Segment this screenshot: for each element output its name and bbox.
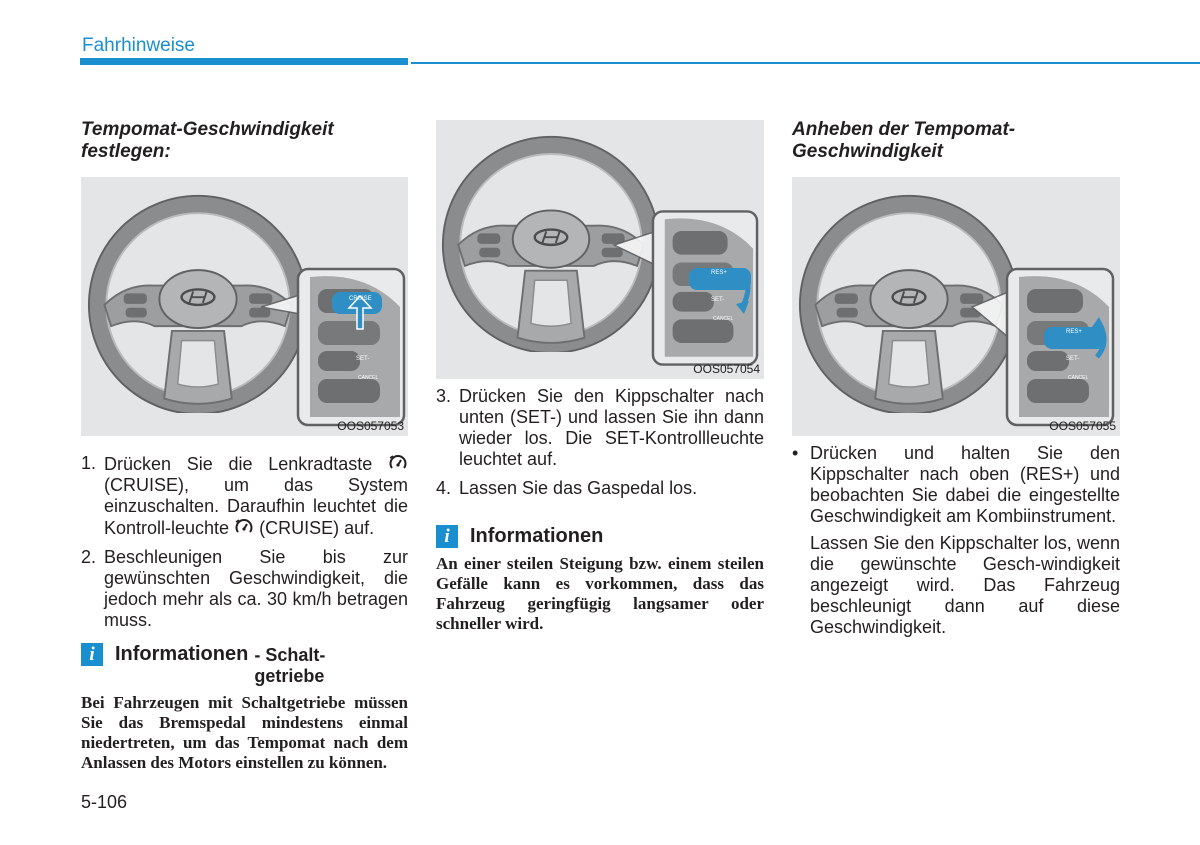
steering-wheel-illustration xyxy=(436,120,764,379)
list-item: 4. Lassen Sie das Gaspedal los. xyxy=(436,478,698,498)
info-title: Informationen xyxy=(470,525,604,547)
figure-steering-wheel-cruise xyxy=(81,177,408,436)
svg-text:SET-: SET- xyxy=(356,356,370,362)
list-item: 2. Beschleunigen Sie bis zur gewünschten Geschwindigkeit, die jedoch mehr als ca. 30 km/h betragen muss. xyxy=(81,547,408,630)
info-icon: i xyxy=(81,643,103,666)
info-body: An einer steilen Steigung bzw. einem steilen Gefälle kann es vorkommen, dass das Fahrzeug geringfügig langsamer oder schneller wird. xyxy=(436,554,764,633)
cruise-speedometer-icon xyxy=(234,517,254,537)
info-box-slope xyxy=(436,525,764,634)
figure-steering-wheel-set xyxy=(436,120,764,379)
svg-text:SET-: SET- xyxy=(711,297,725,303)
chapter-title: Fahrhinweise xyxy=(82,35,195,56)
steps-list xyxy=(81,453,408,639)
info-body: Bei Fahrzeugen mit Schaltgetriebe müssen Sie das Bremspedal mindestens einmal niedertreten, um das Tempomat nach dem Anlassen des Motors einstellen zu können. xyxy=(81,693,408,772)
page-number: 5-106 xyxy=(81,792,128,812)
list-item: • Drücken und halten Sie den Kippschalter nach oben (RES+) und beobachten Sie dabei die eingestellte Geschwindigkeit am Kombiinstrument. Lassen Sie den Kippschalter los, wenn die gewünschte Gesch-windigkeit angezeigt wird. Das Fahrzeug beschleunigt dann auf diese Geschwindigkeit. xyxy=(792,443,1120,637)
header-rule-accent xyxy=(80,58,408,65)
section-title-set-speed: Tempomat-Geschwindigkeit festlegen: xyxy=(81,119,334,162)
svg-text:CANCEL: CANCEL xyxy=(358,375,379,381)
svg-text:RES+: RES+ xyxy=(1066,329,1082,335)
info-title: Informationen xyxy=(115,643,249,665)
steering-wheel-illustration xyxy=(81,177,408,436)
info-icon: i xyxy=(436,525,458,548)
svg-text:CRUISE: CRUISE xyxy=(349,296,372,302)
info-subtitle: - Schalt-getriebe xyxy=(254,645,326,686)
figure-code: OOS057055 xyxy=(1049,419,1116,433)
svg-text:CANCEL: CANCEL xyxy=(713,316,734,322)
bullet-list xyxy=(792,443,1120,638)
figure-code: OOS057053 xyxy=(337,419,404,433)
info-box-manual xyxy=(81,643,408,773)
svg-text:CANCEL: CANCEL xyxy=(1068,375,1089,381)
svg-text:RES+: RES+ xyxy=(711,270,727,276)
header-rule-line xyxy=(411,62,1200,64)
steps-list xyxy=(436,386,764,507)
list-item: 1. Drücken Sie die Lenkradtaste (CRUISE), um das System einzuschalten. Daraufhin leuchtet die Kontroll-leuchte (CRUISE) auf. xyxy=(81,453,408,538)
steering-wheel-illustration xyxy=(792,177,1120,436)
cruise-speedometer-icon xyxy=(388,453,408,473)
svg-text:SET-: SET- xyxy=(1066,356,1080,362)
figure-code: OOS057054 xyxy=(693,362,760,376)
list-item: 3. Drücken Sie den Kippschalter nach unten (SET-) und lassen Sie ihn dann wieder los. Die SET-Kontrollleuchte leuchtet auf. xyxy=(436,386,764,469)
figure-steering-wheel-res xyxy=(792,177,1120,436)
section-title-increase-speed: Anheben der Tempomat- Geschwindigkeit xyxy=(792,119,1016,162)
